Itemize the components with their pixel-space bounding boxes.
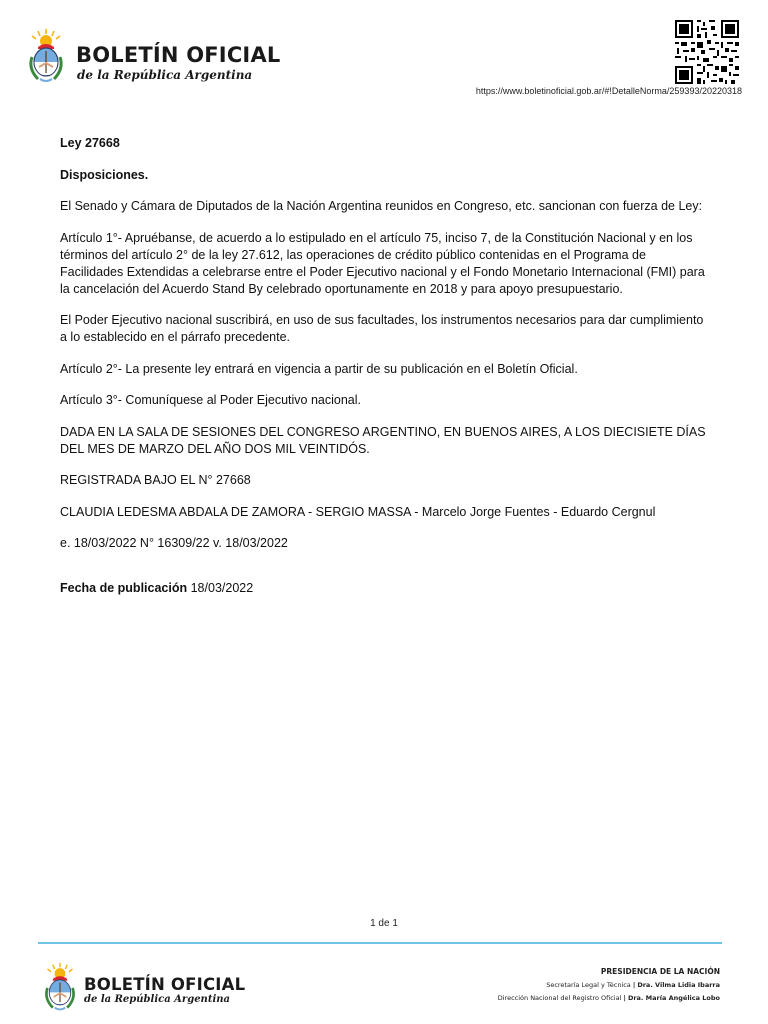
credit-separator: | xyxy=(632,981,636,989)
legal-secretariat: Secretaría Legal y Técnica xyxy=(546,981,631,989)
header-brand-subtitle: de la República Argentina xyxy=(77,68,253,82)
paragraph-executive: El Poder Ejecutivo nacional suscribirá, en uso de sus facultades, los instrumentos necesarios para dar cumplimiento a lo establecido en el párrafo precedente. xyxy=(60,313,704,344)
presidency-label: PRESIDENCIA DE LA NACIÓN xyxy=(600,967,720,976)
argentina-coat-of-arms-icon xyxy=(42,961,78,1013)
publication-date-line xyxy=(60,580,710,597)
registry-director-name: Dra. María Angélica Lobo xyxy=(627,994,720,1002)
footer-brand-subtitle: de la República Argentina xyxy=(84,994,230,1005)
paragraph-given-at: DADA EN LA SALA DE SESIONES DEL CONGRESO ARGENTINO, EN BUENOS AIRES, A LOS DIECISIETE DÍAS DEL MES DE MARZO DEL AÑO DOS MIL VEINTIDÓS. xyxy=(60,424,706,456)
publication-date: 18/03/2022 xyxy=(190,581,254,595)
registry-directorate: Dirección Nacional del Registro Oficial xyxy=(497,994,622,1002)
paragraph-signatories: CLAUDIA LEDESMA ABDALA DE ZAMORA - SERGIO MASSA - Marcelo Jorge Fuentes - Eduardo Cergnul xyxy=(60,504,656,519)
paragraph-registered: REGISTRADA BAJO EL N° 27668 xyxy=(60,473,251,487)
argentina-coat-of-arms-icon xyxy=(26,27,66,85)
paragraph-article-2: Artículo 2°- La presente ley entrará en vigencia a partir de su publicación en el Boletín Oficial. xyxy=(60,361,578,376)
law-subtitle: Disposiciones. xyxy=(60,167,149,182)
document-body xyxy=(60,135,710,612)
qr-code xyxy=(673,18,741,86)
paragraph-article-1: Artículo 1°- Apruébanse, de acuerdo a lo estipulado en el artículo 75, inciso 7, de la Constitución Nacional y en los términos del artículo 2° de la ley 27.612, las operaciones de crédito público contenidas en el Programa de Facilidades Extendidas a celebrarse entre el Poder Ejecutivo nacional y el Fondo Monetario Internacional (FMI) para la cancelación del Acuerdo Stand By celebrado oportunamente en 2018 y para apoyo presupuestario. xyxy=(60,230,705,296)
credit-separator: | xyxy=(623,994,626,1002)
qr-code-icon xyxy=(673,18,741,86)
publication-label: Fecha de publicación xyxy=(60,581,188,595)
footer-credit-line-legal xyxy=(498,981,720,989)
header-brand-title: BOLETÍN OFICIAL xyxy=(76,43,281,67)
paragraph-edition: e. 18/03/2022 N° 16309/22 v. 18/03/2022 xyxy=(60,536,288,550)
paragraph-article-3: Artículo 3°- Comuníquese al Poder Ejecutivo nacional. xyxy=(60,393,361,407)
footer-divider xyxy=(38,942,722,944)
document-url[interactable]: https://www.boletinoficial.gob.ar/#!DetalleNorma/259393/20220318 xyxy=(475,86,742,96)
law-number: Ley 27668 xyxy=(60,136,120,150)
footer-brand-title: BOLETÍN OFICIAL xyxy=(84,975,246,994)
page-indicator: 1 de 1 xyxy=(370,918,398,929)
legal-secretary-name: Dra. Vilma Lidia Ibarra xyxy=(637,981,720,989)
paragraph-preamble: El Senado y Cámara de Diputados de la Nación Argentina reunidos en Congreso, etc. sancionan con fuerza de Ley: xyxy=(60,199,703,213)
footer-credits xyxy=(498,967,720,1007)
header-logo xyxy=(26,27,66,85)
footer-credit-line-registry xyxy=(498,994,720,1002)
footer-logo xyxy=(42,961,78,1013)
